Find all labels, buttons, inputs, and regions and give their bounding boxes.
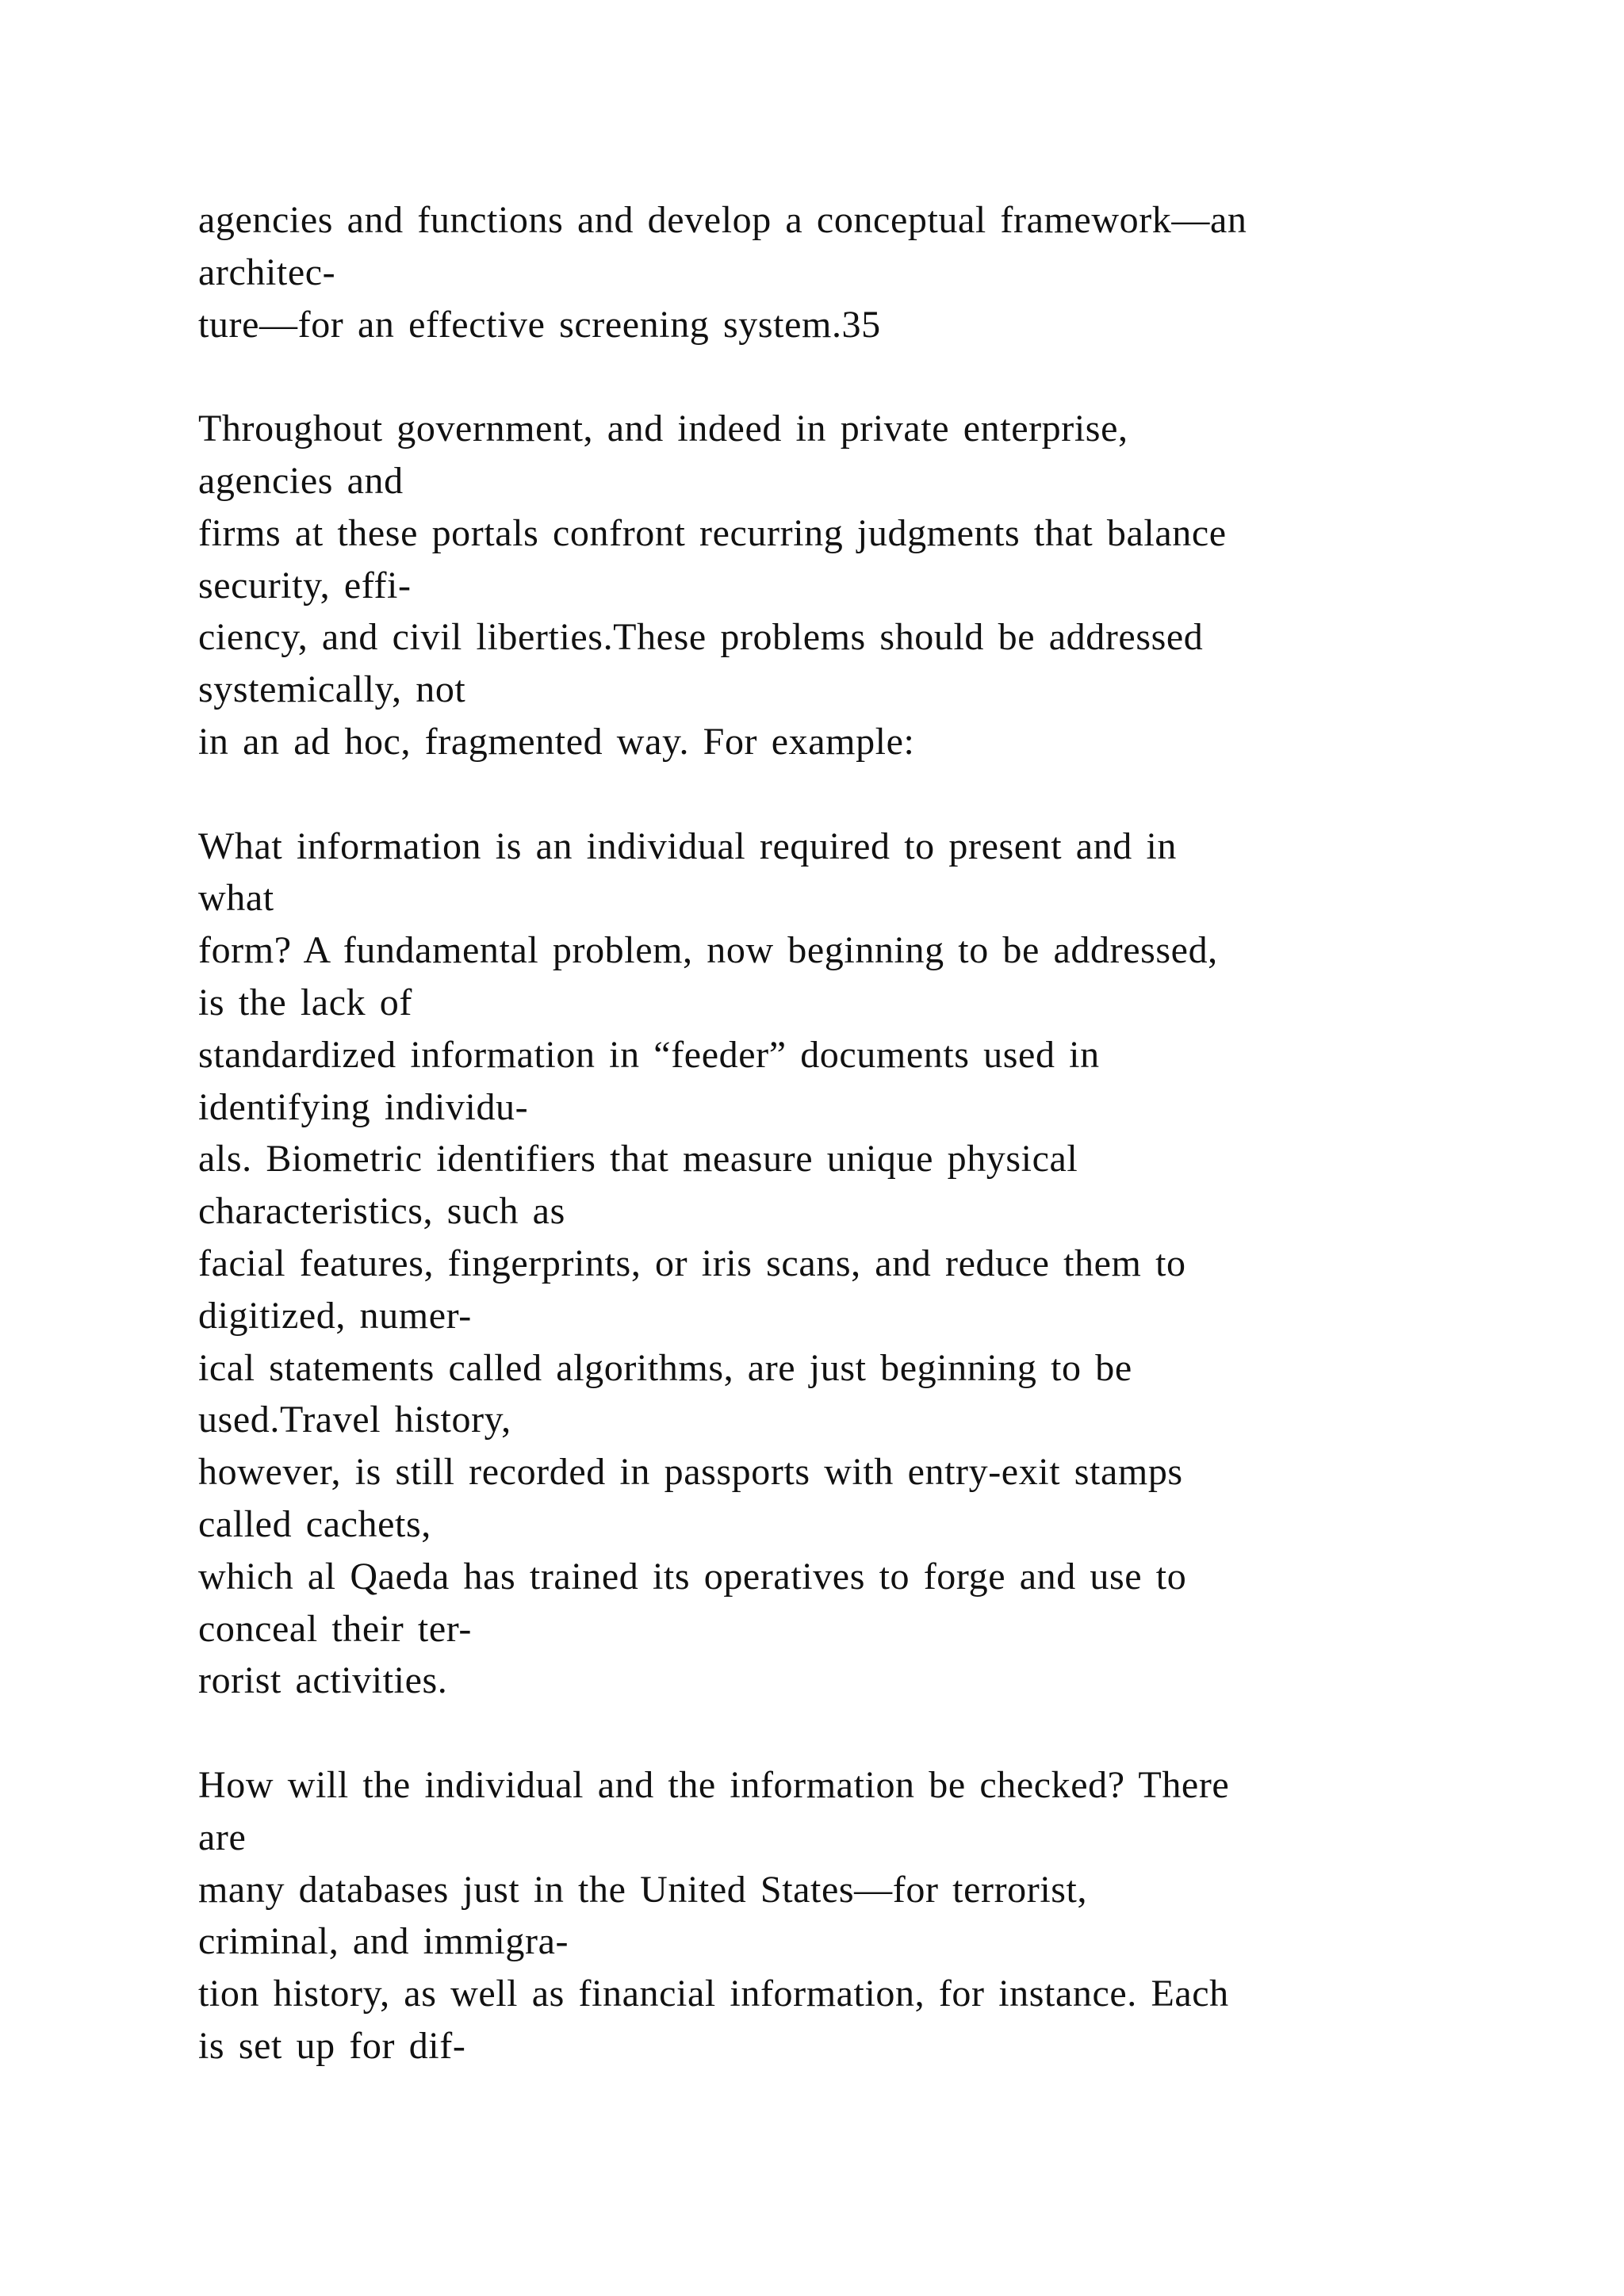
text-line: standardized information in “feeder” documents used in — [198, 1033, 1100, 1076]
text-line: called cachets, — [198, 1502, 431, 1545]
text-line: used.Travel history, — [198, 1399, 511, 1441]
paragraph-gap — [198, 768, 1562, 821]
text-line: identifying individu- — [198, 1085, 529, 1128]
text-line: criminal, and immigra- — [198, 1920, 569, 1963]
paragraph-framework — [198, 194, 1562, 350]
text-line: which al Qaeda has trained its operatives to forge and use to — [198, 1555, 1187, 1598]
text-line: form? A fundamental problem, now beginning to be addressed, — [198, 929, 1218, 972]
text-line: are — [198, 1816, 247, 1858]
text-line: architec- — [198, 251, 336, 293]
text-line: is set up for dif- — [198, 2024, 466, 2067]
text-line: agencies and functions and develop a conceptual framework—an — [198, 199, 1247, 241]
text-line: agencies and — [198, 459, 404, 502]
text-line: facial features, fingerprints, or iris scans, and reduce them to — [198, 1242, 1186, 1284]
text-line: is the lack of — [198, 981, 412, 1024]
text-line: systemically, not — [198, 668, 466, 711]
text-line: what — [198, 877, 274, 920]
text-line: many databases just in the United States—for terrorist, — [198, 1868, 1088, 1911]
text-line: ture—for an effective screening system.35 — [198, 303, 881, 346]
paragraph-gap — [198, 1707, 1562, 1759]
text-line: How will the individual and the information be checked? There — [198, 1763, 1230, 1806]
text-line: security, effi- — [198, 564, 412, 607]
text-line: digitized, numer- — [198, 1294, 472, 1337]
text-line: in an ad hoc, fragmented way. For example: — [198, 720, 915, 763]
text-line: however, is still recorded in passports with entry-exit stamps — [198, 1451, 1183, 1494]
text-line: tion history, as well as financial information, for instance. Each — [198, 1973, 1229, 2015]
paragraph-information — [198, 821, 1562, 1708]
body-text — [198, 194, 1562, 2072]
text-line: conceal their ter- — [198, 1607, 472, 1650]
paragraph-portals — [198, 403, 1562, 768]
paragraph-checking — [198, 1759, 1562, 2072]
text-line: characteristics, such as — [198, 1190, 565, 1233]
text-line: What information is an individual required to present and in — [198, 825, 1178, 867]
text-line: Throughout government, and indeed in private enterprise, — [198, 408, 1128, 450]
text-line: rorist activities. — [198, 1659, 448, 1702]
text-line: ical statements called algorithms, are just beginning to be — [198, 1346, 1132, 1389]
text-line: als. Biometric identifiers that measure unique physical — [198, 1138, 1078, 1181]
text-line: firms at these portals confront recurring judgments that balance — [198, 511, 1227, 554]
paragraph-gap — [198, 350, 1562, 403]
text-line: ciency, and civil liberties.These problems should be addressed — [198, 616, 1204, 659]
